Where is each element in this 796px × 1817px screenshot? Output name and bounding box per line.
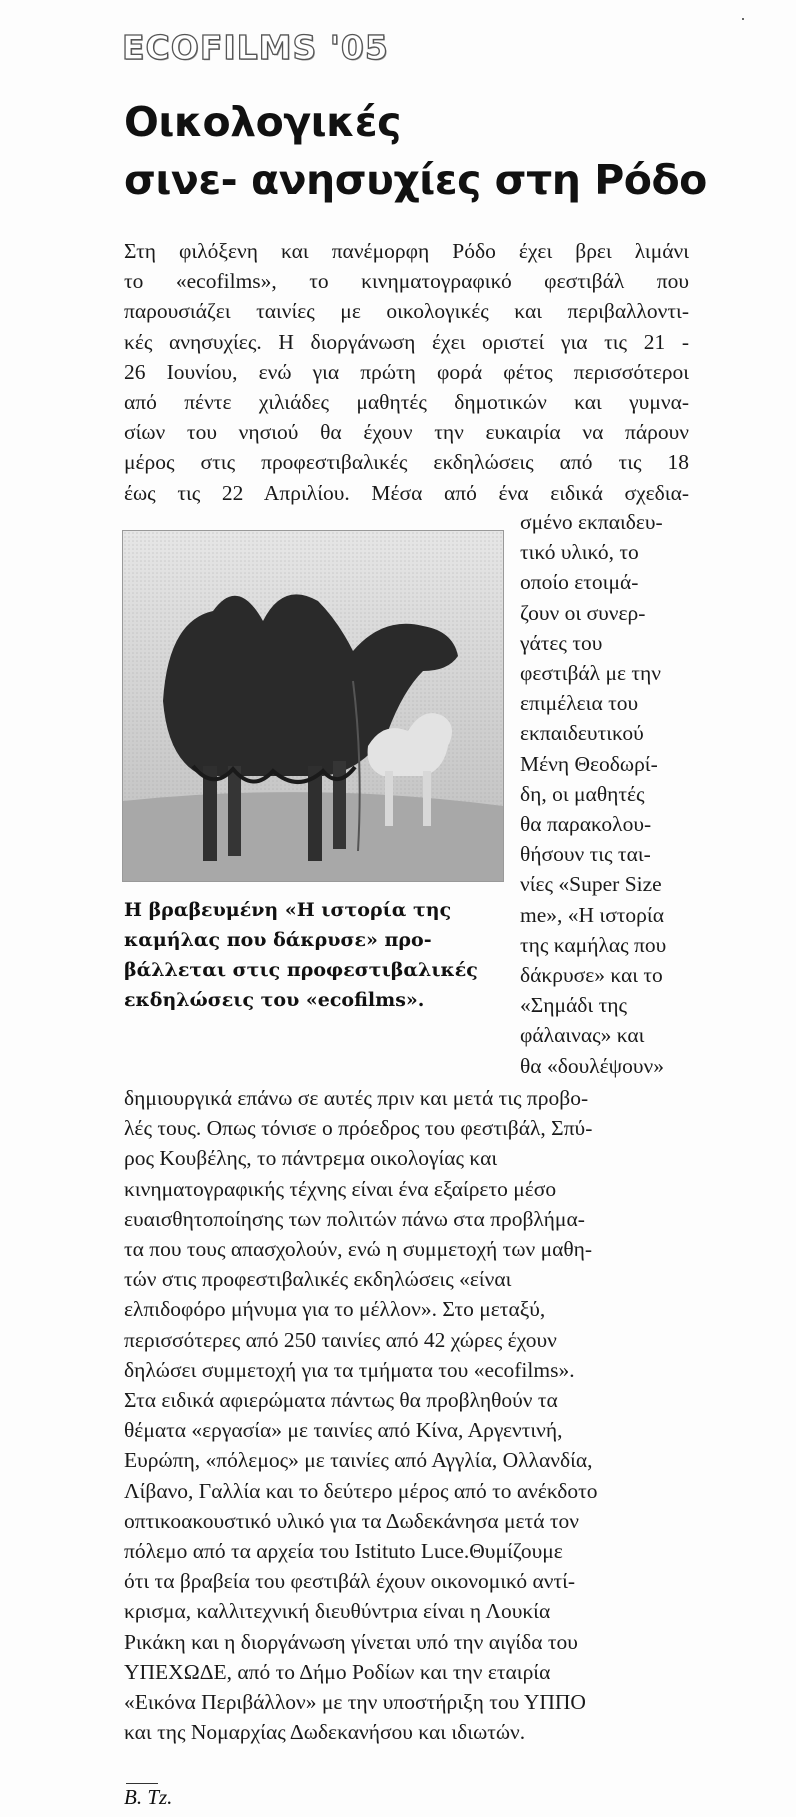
text-line: εκπαιδευτικού: [520, 721, 644, 746]
text-line: κινηματογραφικής τέχνης είναι ένα εξαίρετο μέσο: [124, 1176, 557, 1201]
text-line: τα που τους απασχολούν, ενώ η συμμετοχή των μαθη-: [124, 1237, 593, 1262]
text-line: από πέντε χιλιάδες μαθητές δημοτικών και γυμνα-: [124, 390, 689, 415]
text-line: κές ανησυχίες. Η διοργάνωση έχει οριστεί για τις 21 -: [124, 329, 689, 354]
text-line: δάκρυσε» και το: [520, 963, 663, 988]
text-line: Μένη Θεοδωρί-: [520, 751, 658, 776]
section-kicker: ECOFILMS '05: [122, 28, 389, 67]
headline-line-2: σινε- ανησυχίες στη Ρόδο: [124, 156, 707, 204]
text-line: ελπιδοφόρο μήνυμα για το μέλλον». Στο μεταξύ,: [124, 1297, 546, 1322]
headline: [124, 93, 707, 209]
text-line: οποίο ετοιμά-: [520, 570, 639, 595]
text-line: επιμέλεια του: [520, 691, 639, 716]
caption-line: καμήλας που δάκρυσε» προ-: [124, 929, 432, 951]
author-signature: B. Tz.: [124, 1785, 173, 1809]
text-line: δηλώσει συμμετοχή για τα τμήματα του «ecofilms».: [124, 1357, 575, 1382]
text-line: κρισμα, καλλιτεχνική διευθύντρια είναι η Λουκία: [124, 1599, 551, 1624]
text-line: θα παρακολου-: [520, 812, 652, 837]
text-line: ότι τα βραβεία του φεστιβάλ έχουν οικονομικό αντί-: [124, 1569, 576, 1594]
text-line: Στη φιλόξενη και πανέμορφη Ρόδο έχει βρει λιμάνι: [124, 239, 689, 263]
photo-caption: [124, 895, 504, 1015]
text-line: ζουν οι συνερ-: [520, 600, 646, 625]
text-line: παρουσιάζει ταινίες με οικολογικές και περιβαλλοντι-: [124, 299, 689, 324]
text-line: ΥΠΕΧΩΔΕ, από το Δήμο Ροδίων και την εταιρία: [124, 1659, 551, 1684]
print-speck: [742, 18, 744, 20]
text-line: «Σημάδι της: [520, 993, 627, 1018]
text-line: λές τους. Οπως τόνισε ο πρόεδρος του φεστιβάλ, Σπύ-: [124, 1116, 593, 1141]
text-line: φάλαινας» και: [520, 1023, 645, 1048]
text-line: γάτες του: [520, 630, 603, 655]
text-line: ρος Κουβέλης, το πάντρεμα οικολογίας και: [124, 1146, 498, 1171]
camel-photo: [122, 530, 504, 882]
text-line: τικό υλικό, το: [520, 540, 639, 565]
text-line: δημιουργικά επάνω σε αυτές πριν και μετά τις προβο-: [124, 1086, 589, 1110]
headline-line-1: Οικολογικές: [124, 98, 401, 146]
wrapped-column: [520, 507, 695, 1081]
text-line: Στα ειδικά αφιερώματα πάντως θα προβληθούν τα: [124, 1388, 558, 1413]
text-line: πόλεμο από τα αρχεία του Istituto Luce.Θυμίζουμε: [124, 1539, 563, 1564]
text-line: «Εικόνα Περιβάλλον» με την υποστήριξη του ΥΠΠΟ: [124, 1690, 586, 1715]
signature-rule: [126, 1783, 158, 1784]
text-line: της καμήλας που: [520, 932, 667, 957]
text-line: θα «δουλέψουν»: [520, 1053, 664, 1078]
text-line: και της Νομαρχίας Δωδεκανήσου και ιδιωτών.: [124, 1720, 526, 1745]
caption-line: Η βραβευμένη «Η ιστορία της: [124, 899, 452, 921]
text-line: σμένο εκπαιδευ-: [520, 510, 663, 534]
text-line: θήσουν τις ται-: [520, 842, 651, 867]
text-line: me», «Η ιστορία: [520, 902, 664, 927]
caption-line: εκδηλώσεις του «ecofilms».: [124, 989, 425, 1011]
text-line: σίων του νησιού θα έχουν την ευκαιρία να πάρουν: [124, 420, 689, 445]
text-line: μέρος στις προφεστιβαλικές εκδηλώσεις από τις 18: [124, 450, 689, 475]
text-line: έως τις 22 Απριλίου. Μέσα από ένα ειδικά σχεδια-: [124, 480, 689, 505]
text-line: Ρικάκη και η διοργάνωση γίνεται υπό την αιγίδα του: [124, 1629, 578, 1654]
text-line: Λίβανο, Γαλλία και το δεύτερο μέρος από το ανέκδοτο: [124, 1478, 598, 1503]
text-line: το «ecofilms», το κινηματογραφικό φεστιβάλ που: [124, 269, 689, 294]
text-line: περισσότερες από 250 ταινίες από 42 χώρες έχουν: [124, 1327, 557, 1352]
intro-paragraph: [124, 236, 689, 508]
text-line: Ευρώπη, «πόλεμος» με ταινίες από Αγγλία, Ολλανδία,: [124, 1448, 593, 1473]
text-line: τών στις προφεστιβαλικές εκδηλώσεις «είναι: [124, 1267, 512, 1292]
caption-line: βάλλεται στις προφεστιβαλικές: [124, 959, 478, 981]
text-line: φεστιβάλ με την: [520, 661, 661, 686]
text-line: δη, οι μαθητές: [520, 781, 645, 806]
body-paragraph: [124, 1083, 689, 1747]
text-line: 26 Ιουνίου, ενώ για πρώτη φορά φέτος περισσότεροι: [124, 359, 689, 384]
text-line: θέματα «εργασία» με ταινίες από Κίνα, Αργεντινή,: [124, 1418, 563, 1443]
camel-illustration: [123, 531, 503, 881]
text-line: ευαισθητοποίησης των πολιτών πάνω στα προβλήμα-: [124, 1206, 585, 1231]
text-line: νίες «Super Size: [520, 872, 662, 897]
text-line: οπτικοακουστικό υλικό για τα Δωδεκάνησα μετά τον: [124, 1508, 579, 1533]
